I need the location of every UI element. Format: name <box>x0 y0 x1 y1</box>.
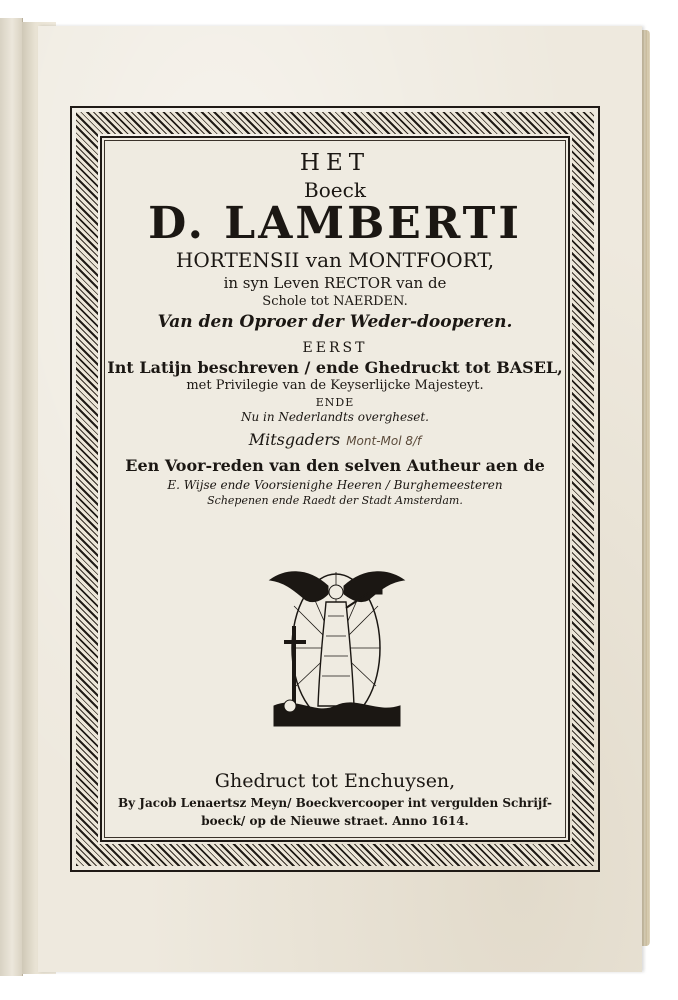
title-line-schole: Schole tot NAERDEN. <box>262 294 408 309</box>
handwritten-note: Mont-Mol 8/f <box>346 434 422 448</box>
title-line-het: HET <box>299 150 371 176</box>
book-left-edge <box>0 18 23 976</box>
title-line-eerst: EERST <box>302 340 368 356</box>
title-line-nederlandts: Nu in Nederlandts overgheset. <box>241 410 429 424</box>
title-line-voorreden: Een Voor-reden van den selven Autheur aen de <box>125 456 545 475</box>
imprint-address-year: boeck/ op de Nieuwe straet. Anno 1614. <box>201 814 469 828</box>
title-line-amsterdam: Schepenen ende Raedt der Stadt Amsterdam. <box>207 494 463 507</box>
title-line-privilegie: met Privilegie van de Keyserlijcke Majesteyt. <box>186 378 484 393</box>
title-line-mitsgaders <box>104 430 566 449</box>
imprint-printer: By Jacob Lenaertsz Meyn/ Boeckvercooper int vergulden Schrijf- <box>118 796 552 810</box>
title-line-ende: ENDE <box>315 396 355 409</box>
title-author-name: D. LAMBERTI <box>148 198 522 249</box>
title-line-hortensii: HORTENSII van MONTFOORT, <box>175 248 495 272</box>
title-line-latijn: Int Latijn beschreven / ende Ghedruckt tot BASEL, <box>107 358 563 377</box>
title-subject: Van den Oproer der Weder-dooperen. <box>157 312 513 332</box>
mitsgaders-word: Mitsgaders <box>248 430 341 449</box>
title-line-rector: in syn Leven RECTOR van de <box>223 274 447 292</box>
angel-woodcut-illustration <box>266 556 408 734</box>
title-line-heeren: E. Wijse ende Voorsienighe Heeren / Burghemeesteren <box>167 478 503 492</box>
title-line-boeck: Boeck <box>304 178 366 202</box>
imprint-place: Ghedruct tot Enchuysen, <box>214 770 456 792</box>
